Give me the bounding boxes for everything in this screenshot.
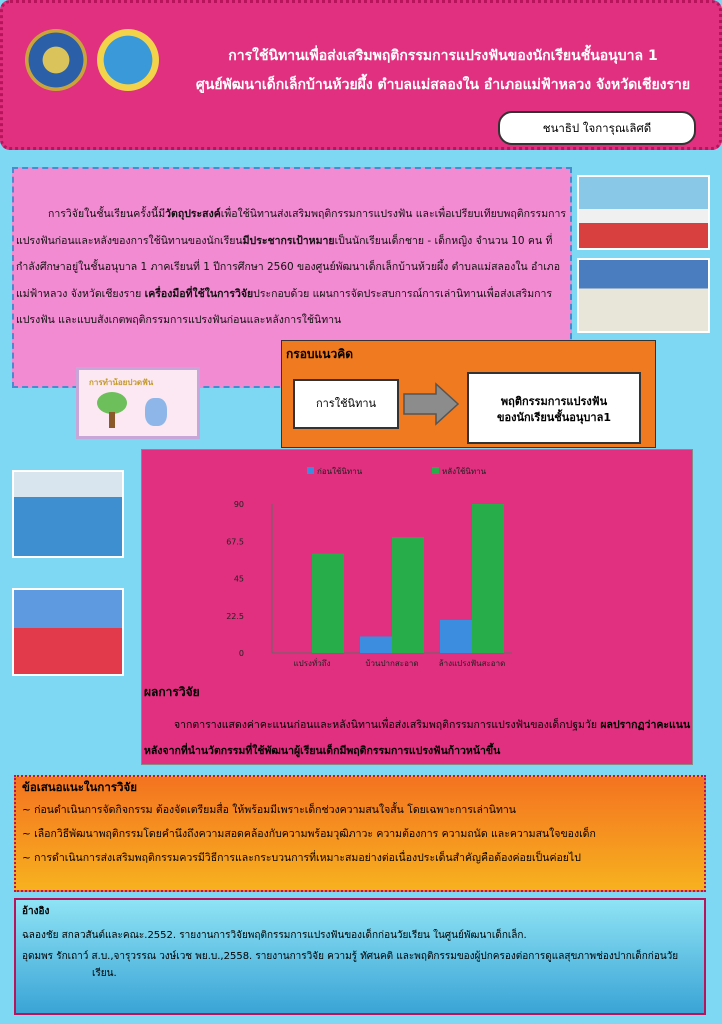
arrow-right-icon	[400, 381, 462, 427]
results-text	[144, 712, 692, 764]
poster-title-line1: การใช้นิทานเพื่อส่งเสริมพฤติกรรมการแปรงฟันของนักเรียนชั้นอนุบาล 1	[228, 48, 658, 64]
abstract-text	[16, 201, 566, 334]
framework-effect-line1: พฤติกรรมการแปรงฟัน	[500, 395, 608, 408]
results-part: จากตารางแสดงค่าคะแนนก่อนและหลังนิทานเพื่อส่งเสริมพฤติกรรมการแปรงฟันของเด็กปฐมวัย	[174, 719, 601, 731]
tree-trunk-icon	[109, 412, 115, 428]
x-tick-label: ล้างแปรงฟันสะอาด	[438, 659, 506, 668]
x-tick-label: บ้วนปากสะอาด	[365, 659, 419, 668]
legend-swatch	[307, 467, 314, 474]
y-tick-label: 45	[233, 574, 244, 584]
framework-effect-line2: ของนักเรียนชั้นอนุบาล1	[497, 411, 611, 424]
chart-bar	[440, 620, 472, 653]
y-tick-label: 0	[238, 649, 244, 658]
abstract-part: เป็นนักเรียนเด็กชาย - เด็กหญิง จำนวน 10 คน ที่กำลังศึกษาอยู่ในชั้นอนุบาล 1 ภาคเรียนที่ 1 ปีการศึกษา 2560 ของศูนย์พัฒนาเด็กเล็กบ้านห้วยผึ้ง ตำบลแม่สลองใน อำเภอแม่ฟ้าหลวง จังหวัดเชียงราย	[16, 234, 561, 300]
legend-label: หลังใช้นิทาน	[442, 467, 487, 476]
brushing-photo	[577, 258, 710, 333]
poster-title-line2: ศูนย์พัฒนาเด็กเล็กบ้านห้วยผึ้ง ตำบลแม่สลองใน อำเภอแม่ฟ้าหลวง จังหวัดเชียงราย	[195, 77, 691, 93]
bar-chart	[142, 450, 692, 680]
references-title: อ้างอิง	[22, 906, 50, 917]
reference-item: ฉลองชัย สกลวสันต์และคณะ.2552. รายงานการวิจัยพฤติกรรมการแปรงฟันของเด็กก่อนวัยเรียน ในศูนย์พัฒนาเด็กเล็ก.	[22, 930, 527, 941]
tree-icon	[97, 392, 127, 414]
results-part-bold: ว่าคะแนนหลังจากที่นำนวัตกรรมที่ใช้พัฒนาผู้เรียนเด็กมีพฤติกรรมการแปรงฟันก้าวหน้าขึ้น	[144, 719, 691, 757]
chart-bar	[472, 504, 504, 653]
suggestion-item: ~ ก่อนดำเนินการจัดกิจกรรม ต้องจัดเตรียมสื่อ ให้พร้อมมีเพราะเด็กช่วงความสนใจสั้น โดยเฉพาะการเล่านิทาน	[22, 804, 516, 816]
legend-swatch	[432, 467, 439, 474]
x-tick-label: แปรงทั่วถึง	[293, 659, 331, 668]
results-keyword: ผลปรากฏ	[600, 719, 645, 731]
y-tick-label: 22.5	[226, 611, 244, 621]
framework-title: กรอบแนวคิด	[286, 347, 354, 361]
abstract-keyword-tools: เครื่องมือที่ใช้ในการวิจัย	[144, 287, 254, 300]
chart-bar	[360, 636, 392, 653]
chart-bar	[312, 554, 344, 653]
abstract-part: การวิจัยในชั้นเรียนครั้งนี้มี	[48, 208, 166, 220]
suggestion-item: ~ การดำเนินการส่งเสริมพฤติกรรมควรมีวิธีการและกระบวนการที่เหมาะสมอย่างต่อเนื่องประเด็นสำคัญคือต้องค่อยเป็นค่อยไป	[22, 852, 581, 864]
framework-box	[281, 340, 656, 448]
abstract-part: เพื่อใช้นิทานส่งเสริมพฤติกรรมการแปรงฟัน และเพื่อเปรียบเทียบพฤติกรรมการแปรงฟันก่อนและหลังของการใช้นิทานของนักเรียน	[16, 208, 567, 247]
results-paragraph	[144, 712, 692, 764]
chart-bar	[392, 537, 424, 653]
group-activity-photo	[12, 588, 124, 676]
y-tick-label: 67.5	[226, 537, 244, 547]
reference-item: อุดมพร รักเถาว์ ส.บ.,จารุวรรณ วงษ์เวช พย.บ.,2558. รายงานการวิจัย ความรู้ ทัศนคติ และพฤติกรรมของผู้ปกครองต่อการดูแลสุขภาพช่องปากเด็กก่อนวัยเรียน.	[22, 951, 679, 979]
abstract-keyword-population: มีประชากรเป้าหมาย	[242, 234, 335, 247]
suggestion-item: ~ เลือกวิธีพัฒนาพฤติกรรมโดยคำนึงถึงความสอดคล้องกับความพร้อมวุฒิภาวะ ความต้องการ ความถนัด และความสนใจของเด็ก	[22, 828, 596, 840]
suggestions-title: ข้อเสนอแนะในการวิจัย	[22, 780, 137, 794]
storybook-caption: การทำน้อยปวดฟัน	[89, 378, 154, 387]
rabbit-icon	[145, 398, 167, 426]
university-logo-icon	[25, 29, 87, 91]
results-title: ผลการวิจัย	[144, 685, 200, 699]
author-name: ชนาธิป ใจการุณเลิศดี	[498, 111, 696, 145]
references-box	[14, 898, 706, 1015]
storytelling-photo	[12, 470, 124, 558]
suggestions-box	[14, 775, 706, 892]
framework-cause-box: การใช้นิทาน	[293, 379, 399, 429]
abstract-keyword-objective: วัตถุประสงค์	[165, 208, 221, 220]
legend-label: ก่อนใช้นิทาน	[317, 467, 363, 476]
classroom-photo	[577, 175, 710, 250]
abstract-part: ประกอบด้วย แผนการจัดประสบการณ์การเล่านิทานเพื่อส่งเสริมการแปรงฟัน และแบบสังเกตพฤติกรรมการแปรงฟันก่อนและหลังการใช้นิทาน	[16, 287, 553, 326]
framework-effect-box	[467, 372, 641, 444]
suan-dusit-logo-icon	[97, 29, 159, 91]
y-tick-label: 90	[233, 500, 244, 509]
storybook-image	[76, 367, 200, 439]
